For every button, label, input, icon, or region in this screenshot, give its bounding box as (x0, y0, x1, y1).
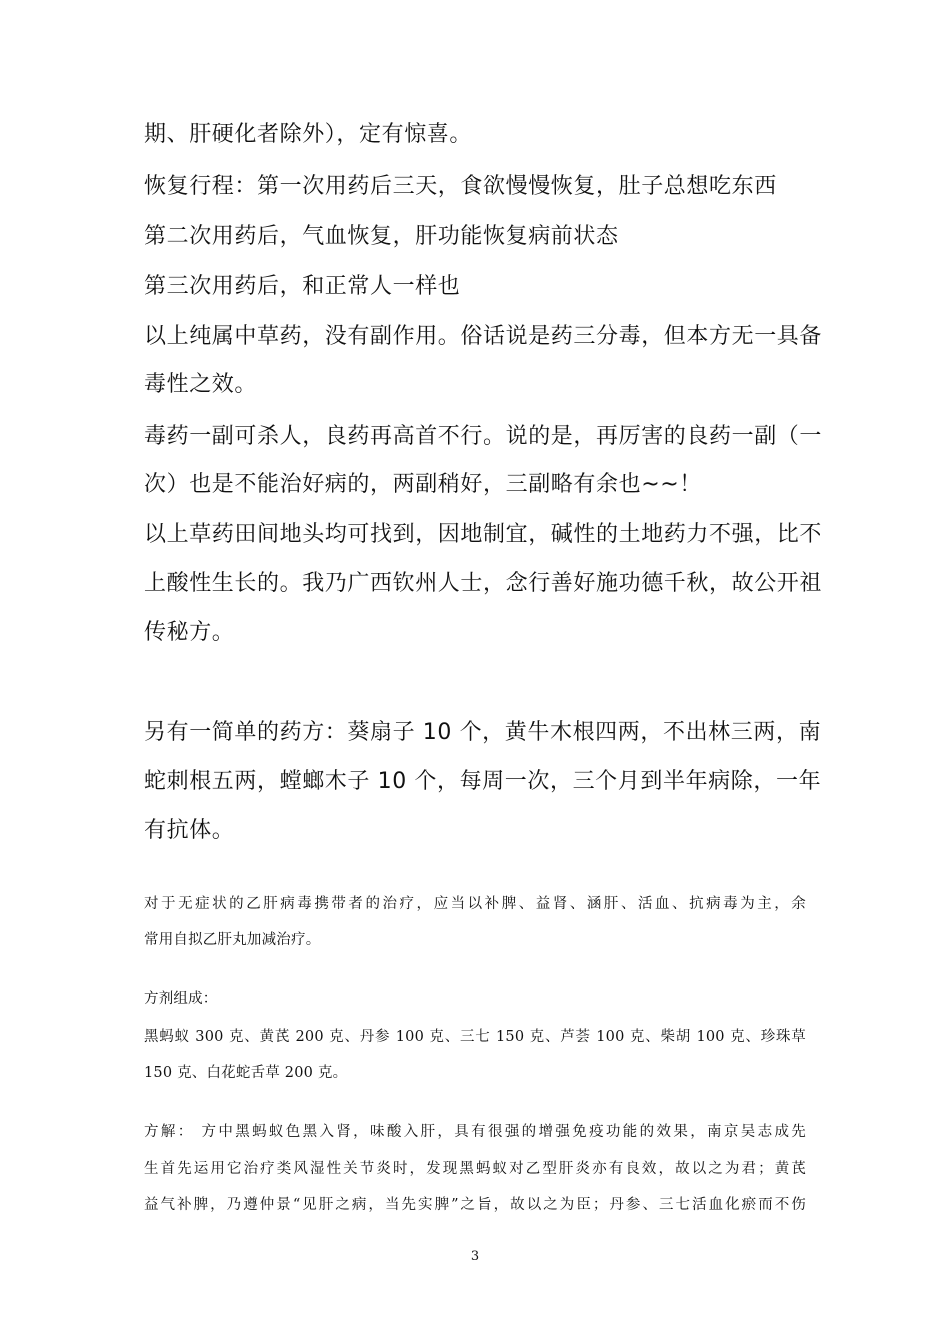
explanation-line: 方解： 方中黑蚂蚁色黑入肾，味酸入肝，具有很强的增强免疫功能的效果，南京吴志成先 (144, 1124, 806, 1140)
page-number: 3 (470, 1249, 480, 1264)
paragraph-line: 上酸性生长的。我乃广西钦州人士，念行善好施功德千秋，故公开祖 (144, 571, 823, 596)
paragraph-line: 期、肝硬化者除外），定有惊喜。 (144, 122, 473, 147)
formula-line: 150 克、白花蛇舌草 200 克。 (144, 1065, 348, 1081)
explanation-line: 益气补脾，乃遵仲景“见肝之病，当先实脾”之旨，故以之为臣；丹参、三七活血化瘀而不伤 (144, 1197, 806, 1213)
paragraph-line: 以上纯属中草药，没有副作用。俗话说是药三分毒，但本方无一具备 (144, 324, 823, 349)
treatment-text-line: 常用自拟乙肝丸加减治疗。 (144, 932, 321, 948)
paragraph-line: 第二次用药后，气血恢复，肝功能恢复病前状态 (144, 224, 619, 249)
paragraph-line: 次）也是不能治好病的，两副稍好，三副略有余也~~！ (144, 472, 702, 497)
paragraph-line: 第三次用药后，和正常人一样也 (144, 274, 461, 299)
prescription-line: 有抗体。 (144, 818, 235, 843)
paragraph-line: 以上草药田间地头均可找到，因地制宜，碱性的土地药力不强，比不 (144, 522, 823, 547)
explanation-line: 生首先运用它治疗类风湿性关节炎时，发现黑蚂蚁对乙型肝炎亦有良效，故以之为君；黄芪 (144, 1161, 806, 1177)
prescription-line: 另有一简单的药方：葵扇子 10 个，黄牛木根四两，不出林三两，南 (144, 720, 822, 745)
paragraph-line: 毒性之效。 (144, 372, 258, 397)
treatment-text-line: 对于无症状的乙肝病毒携带者的治疗，应当以补脾、益肾、涵肝、活血、抗病毒为主，余 (144, 896, 806, 912)
formula-line: 黑蚂蚁 300 克、黄芪 200 克、丹参 100 克、三七 150 克、芦荟 100 克、柴胡 100 克、珍珠草 (144, 1029, 806, 1045)
prescription-line: 蛇刺根五两，螳螂木子 10 个，每周一次，三个月到半年病除，一年 (144, 769, 822, 794)
paragraph-line: 毒药一副可杀人，良药再高首不行。说的是，再厉害的良药一副（一 (144, 424, 823, 449)
paragraph-line: 恢复行程：第一次用药后三天，食欲慢慢恢复，肚子总想吃东西 (144, 174, 777, 199)
paragraph-line: 传秘方。 (144, 620, 235, 645)
formula-heading: 方剂组成： (144, 991, 218, 1007)
